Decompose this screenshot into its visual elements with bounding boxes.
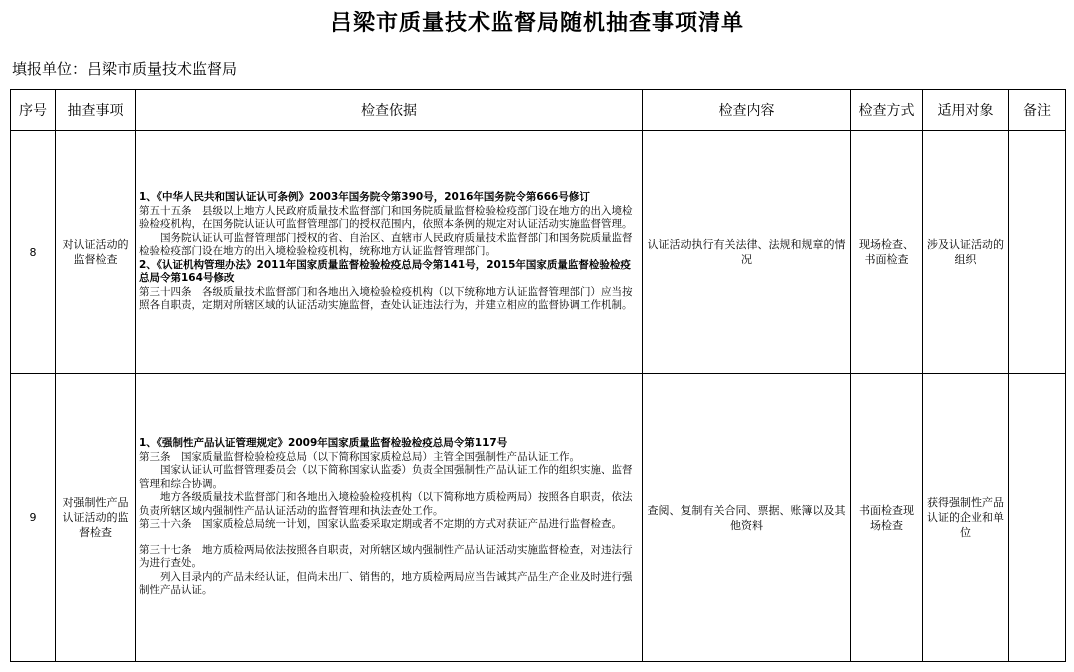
table-row (11, 374, 1066, 662)
row-no: 8 (11, 131, 56, 374)
basis-paragraph: 第三十四条 各级质量技术监督部门和各地出入境检验检疫机构（以下统称地方认证监督管理部门）应当按照各自职责，定期对所辖区域的认证活动实施监督，查处认证违法行为，并建立相应的监督协调工作机制。 (139, 285, 633, 312)
row-target: 涉及认证活动的组织 (923, 131, 1009, 374)
reporting-unit: 填报单位：吕梁市质量技术监督局 (12, 60, 238, 78)
row-method: 书面检查现场检查 (851, 374, 923, 662)
row-content: 认证活动执行有关法律、法规和规章的情况 (643, 131, 851, 374)
row-basis (136, 131, 643, 374)
table-header-row (11, 90, 1066, 131)
row-basis (136, 374, 643, 662)
paragraph-gap (139, 532, 639, 544)
basis-paragraph: 1、《强制性产品认证管理规定》2009年国家质量监督检验检疫总局令第117号 (139, 437, 508, 450)
basis-paragraph: 列入目录内的产品未经认证，但尚未出厂、销售的，地方质检两局应当告诫其产品生产企业及时进行强制性产品认证。 (139, 570, 633, 597)
page-title: 吕梁市质量技术监督局随机抽查事项清单 (329, 11, 744, 36)
row-note (1009, 374, 1066, 662)
row-no: 9 (11, 374, 56, 662)
header-basis: 检查依据 (136, 90, 643, 131)
basis-paragraph: 1、《中华人民共和国认证认可条例》2003年国务院令第390号，2016年国务院令第666号修订 (139, 191, 590, 204)
basis-paragraph: 第三条 国家质量监督检验检疫总局（以下简称国家质检总局）主管全国强制性产品认证工作。 (139, 450, 580, 463)
table-row (11, 131, 1066, 374)
basis-paragraph: 国家认证认可监督管理委员会（以下简称国家认监委）负责全国强制性产品认证工作的组织实施、监督管理和综合协调。 (139, 464, 633, 490)
basis-paragraph: 国务院认证认可监督管理部门授权的省、自治区、直辖市人民政府质量技术监督部门和国务院质量监督检验检疫部门设在地方的出入境检验检疫机构，统称地方认证监督管理部门。 (139, 231, 633, 258)
basis-paragraph: 第三十七条 地方质检两局依法按照各自职责，对所辖区域内强制性产品认证活动实施监督检查，对违法行为进行查处。 (139, 543, 633, 570)
basis-paragraph: 2、《认证机构管理办法》2011年国家质量监督检验检疫总局令第141号，2015年国家质量监督检验检疫总局令第164号修改 (139, 258, 631, 285)
header-target: 适用对象 (923, 90, 1009, 131)
header-no: 序号 (11, 90, 56, 131)
row-target: 获得强制性产品认证的企业和单位 (923, 374, 1009, 662)
row-item: 对强制性产品认证活动的监督检查 (56, 374, 136, 662)
header-note: 备注 (1009, 90, 1066, 131)
header-item: 抽查事项 (56, 90, 136, 131)
basis-paragraph: 第三十六条 国家质检总局统一计划，国家认监委采取定期或者不定期的方式对获证产品进行监督检查。 (139, 518, 622, 531)
row-method: 现场检查、书面检查 (851, 131, 923, 374)
row-item: 对认证活动的监督检查 (56, 131, 136, 374)
row-note (1009, 131, 1066, 374)
basis-paragraph: 地方各级质量技术监督部门和各地出入境检验检疫机构（以下简称地方质检两局）按照各自职责，依法负责所辖区域内强制性产品认证活动的监督管理和执法查处工作。 (139, 491, 633, 517)
header-method: 检查方式 (851, 90, 923, 131)
row-content: 查阅、复制有关合同、票据、账簿以及其他资料 (643, 374, 851, 662)
header-content: 检查内容 (643, 90, 851, 131)
basis-paragraph: 第五十五条 县级以上地方人民政府质量技术监督部门和国务院质量监督检验检疫部门设在地方的出入境检验检疫机构，在国务院认证认可监督管理部门的授权范围内，依照本条例的规定对认证活动实施监督管理。 (139, 204, 633, 231)
inspection-table (10, 89, 1066, 662)
